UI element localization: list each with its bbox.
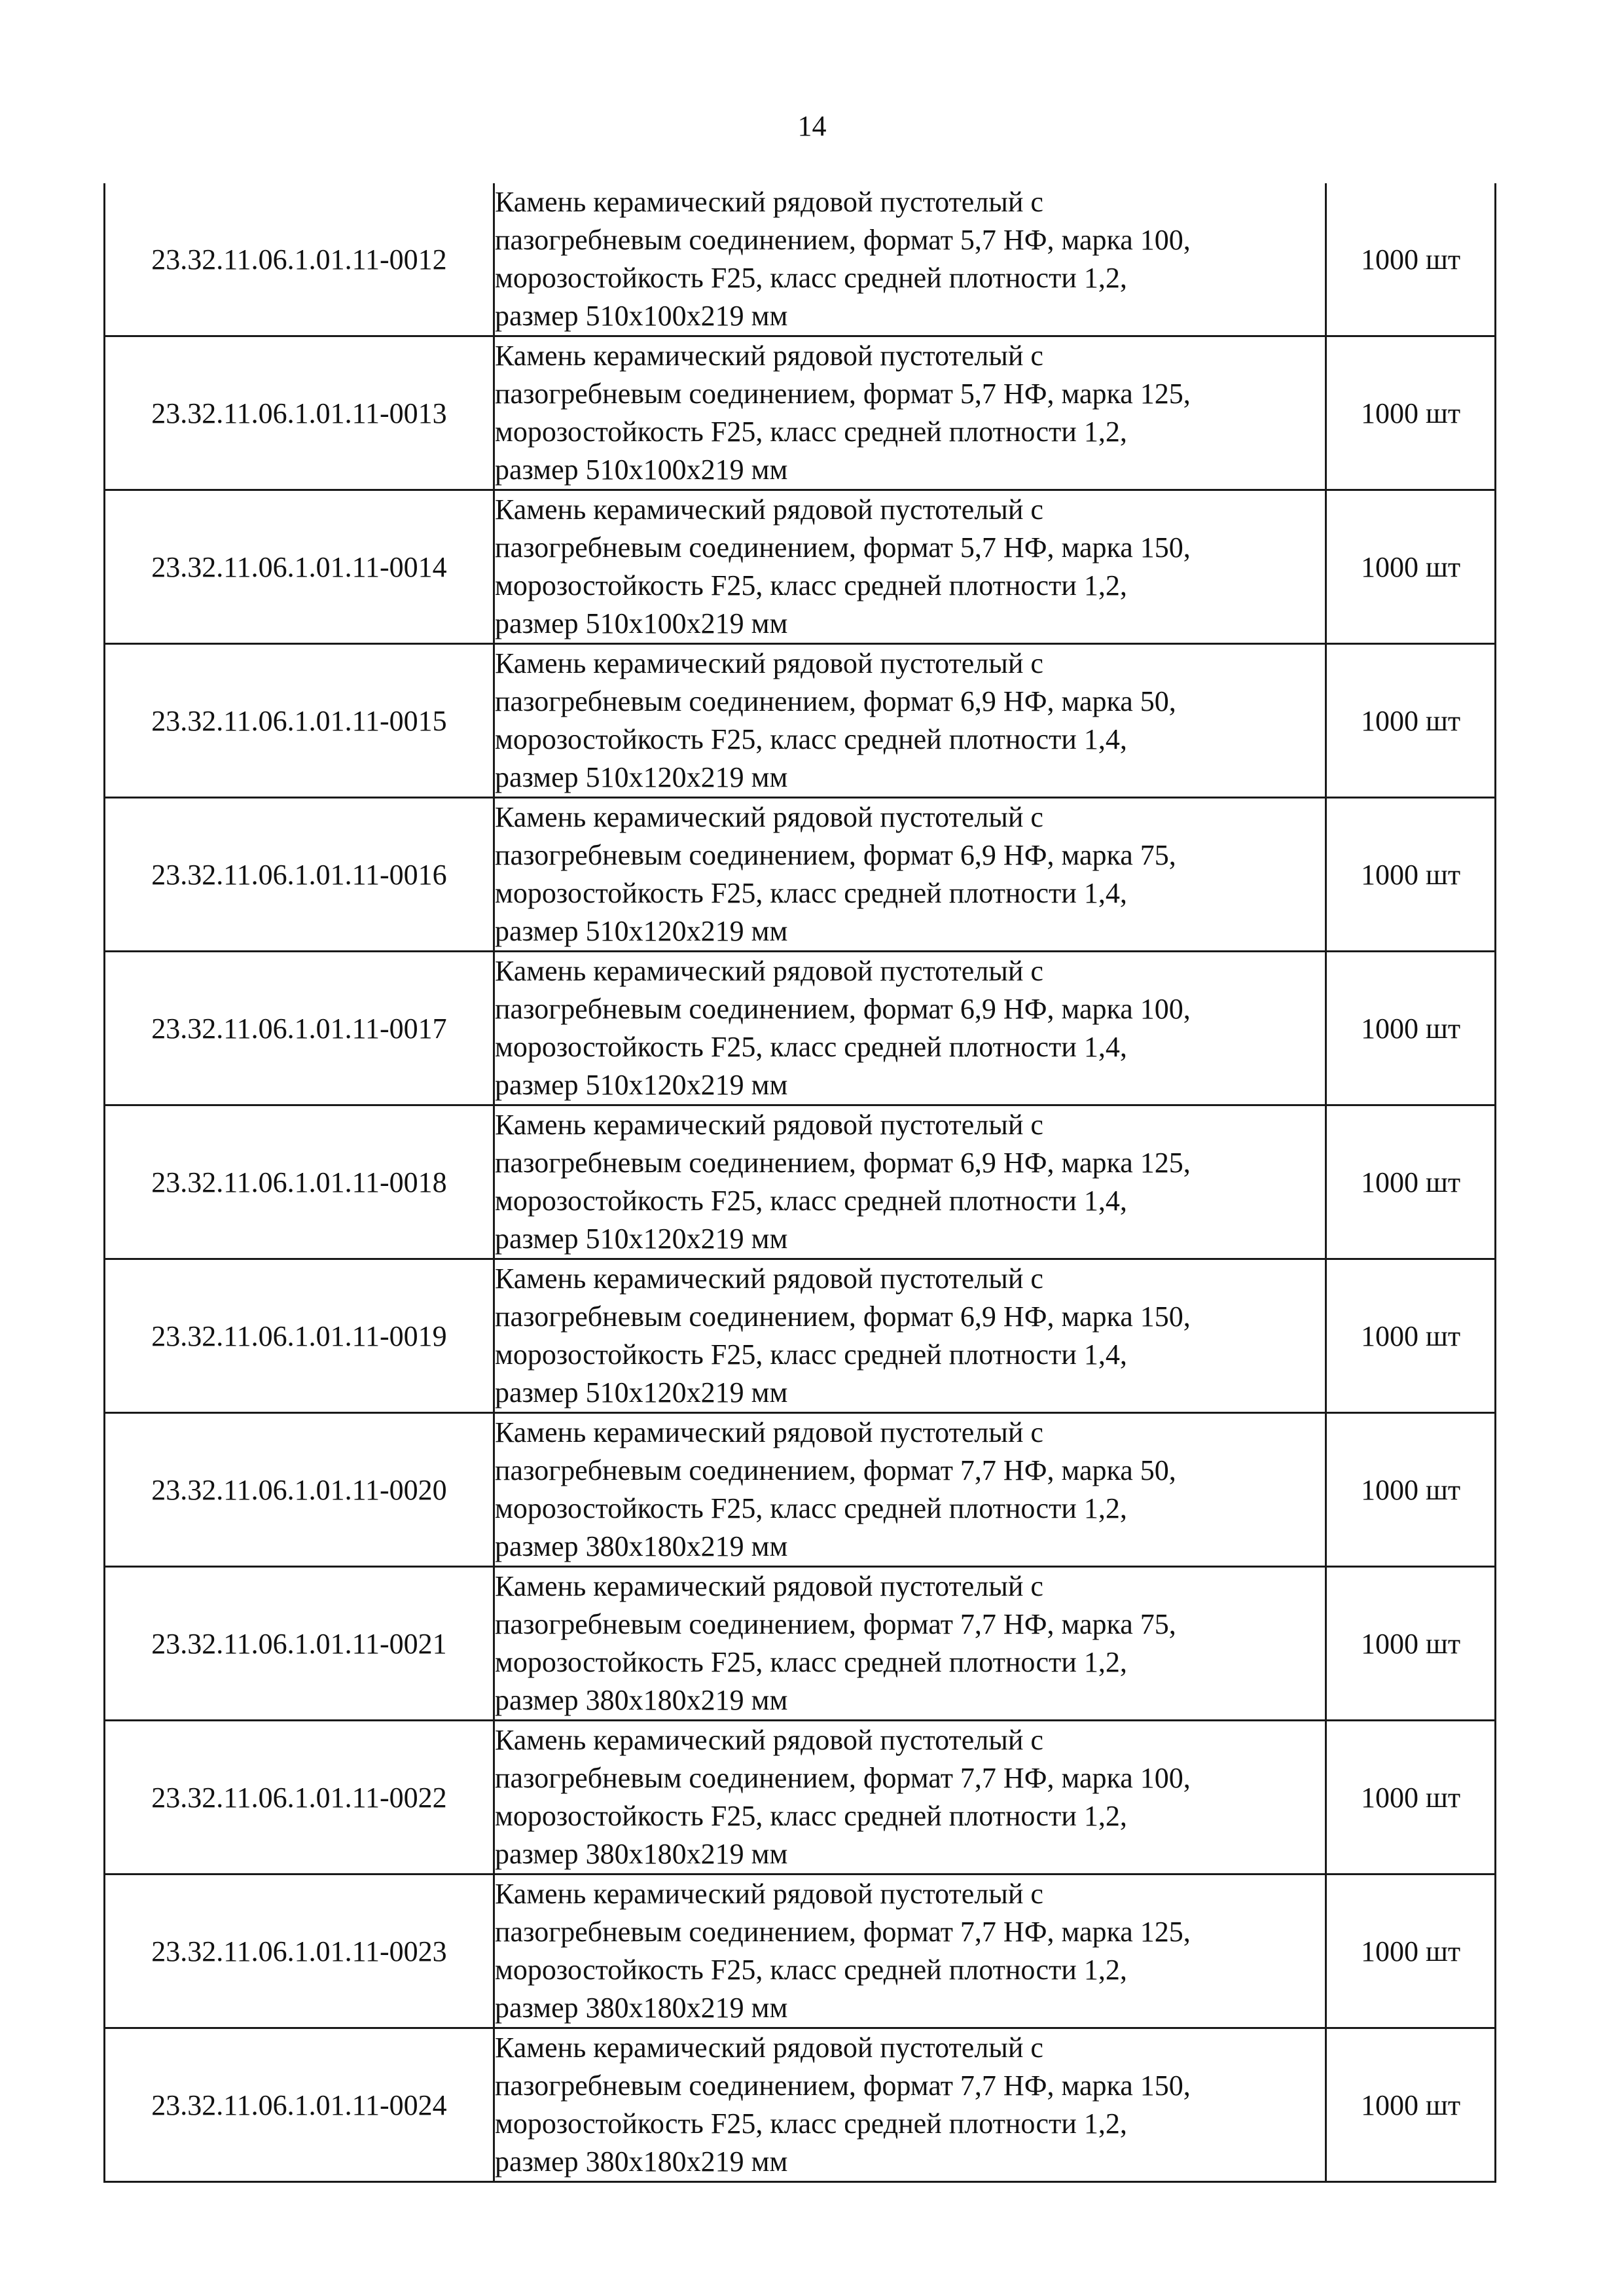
unit-of-measure: 1000 шт bbox=[1326, 1567, 1496, 1721]
resource-code: 23.32.11.06.1.01.11-0020 bbox=[105, 1413, 494, 1567]
table-row bbox=[105, 1874, 1496, 2028]
description-line: пазогребневым соединением, формат 5,7 НФ, марка 125, bbox=[495, 378, 1191, 410]
table-row bbox=[105, 1567, 1496, 1721]
resource-code: 23.32.11.06.1.01.11-0023 bbox=[105, 1874, 494, 2028]
description-line: пазогребневым соединением, формат 6,9 НФ, марка 100, bbox=[495, 993, 1191, 1025]
resource-code: 23.32.11.06.1.01.11-0012 bbox=[105, 183, 494, 336]
resource-code: 23.32.11.06.1.01.11-0013 bbox=[105, 336, 494, 490]
description-line: морозостойкость F25, класс средней плотности 1,2, bbox=[495, 416, 1127, 448]
description-line: Камень керамический рядовой пустотелый с bbox=[495, 801, 1043, 833]
resource-description bbox=[494, 490, 1326, 644]
description-line: пазогребневым соединением, формат 7,7 НФ, марка 100, bbox=[495, 1762, 1191, 1794]
description-line: морозостойкость F25, класс средней плотности 1,2, bbox=[495, 1646, 1127, 1678]
description-line: морозостойкость F25, класс средней плотности 1,2, bbox=[495, 1800, 1127, 1832]
resource-description bbox=[494, 1874, 1326, 2028]
description-line: Камень керамический рядовой пустотелый с bbox=[495, 493, 1043, 526]
description-line: размер 380x180x219 мм bbox=[495, 1684, 788, 1716]
table-row bbox=[105, 1259, 1496, 1413]
resource-description bbox=[494, 336, 1326, 490]
description-line: морозостойкость F25, класс средней плотности 1,4, bbox=[495, 723, 1127, 755]
table-row bbox=[105, 644, 1496, 798]
resource-code: 23.32.11.06.1.01.11-0016 bbox=[105, 798, 494, 952]
resource-description bbox=[494, 1105, 1326, 1259]
description-line: морозостойкость F25, класс средней плотности 1,4, bbox=[495, 877, 1127, 909]
resource-description bbox=[494, 952, 1326, 1105]
table-row bbox=[105, 1105, 1496, 1259]
description-line: размер 510x100x219 мм bbox=[495, 454, 788, 486]
table-row bbox=[105, 336, 1496, 490]
description-line: Камень керамический рядовой пустотелый с bbox=[495, 186, 1043, 218]
description-line: размер 510x120x219 мм bbox=[495, 1376, 788, 1408]
unit-of-measure: 1000 шт bbox=[1326, 798, 1496, 952]
resource-description bbox=[494, 2028, 1326, 2182]
description-line: Камень керамический рядовой пустотелый с bbox=[495, 340, 1043, 372]
description-line: пазогребневым соединением, формат 6,9 НФ, марка 150, bbox=[495, 1300, 1191, 1333]
description-line: размер 380x180x219 мм bbox=[495, 1992, 788, 2024]
resource-description bbox=[494, 1567, 1326, 1721]
resource-description bbox=[494, 183, 1326, 336]
description-line: размер 510x100x219 мм bbox=[495, 300, 788, 332]
unit-of-measure: 1000 шт bbox=[1326, 336, 1496, 490]
table-row bbox=[105, 798, 1496, 952]
resource-description bbox=[494, 1413, 1326, 1567]
unit-of-measure: 1000 шт bbox=[1326, 1259, 1496, 1413]
description-line: пазогребневым соединением, формат 6,9 НФ, марка 50, bbox=[495, 685, 1176, 717]
description-line: Камень керамический рядовой пустотелый с bbox=[495, 2032, 1043, 2064]
description-line: пазогребневым соединением, формат 6,9 НФ, марка 125, bbox=[495, 1147, 1191, 1179]
description-line: Камень керамический рядовой пустотелый с bbox=[495, 955, 1043, 987]
resource-code: 23.32.11.06.1.01.11-0014 bbox=[105, 490, 494, 644]
resource-code-table bbox=[103, 183, 1496, 2183]
description-line: размер 510x100x219 мм bbox=[495, 607, 788, 639]
unit-of-measure: 1000 шт bbox=[1326, 1105, 1496, 1259]
description-line: пазогребневым соединением, формат 7,7 НФ, марка 50, bbox=[495, 1454, 1176, 1486]
resource-description bbox=[494, 644, 1326, 798]
unit-of-measure: 1000 шт bbox=[1326, 2028, 1496, 2182]
table-row bbox=[105, 1413, 1496, 1567]
description-line: Камень керамический рядовой пустотелый с bbox=[495, 1570, 1043, 1602]
unit-of-measure: 1000 шт bbox=[1326, 952, 1496, 1105]
description-line: пазогребневым соединением, формат 7,7 НФ, марка 75, bbox=[495, 1608, 1176, 1640]
description-line: Камень керамический рядовой пустотелый с bbox=[495, 1724, 1043, 1756]
resource-code: 23.32.11.06.1.01.11-0017 bbox=[105, 952, 494, 1105]
resource-code: 23.32.11.06.1.01.11-0015 bbox=[105, 644, 494, 798]
description-line: размер 510x120x219 мм bbox=[495, 1223, 788, 1255]
description-line: пазогребневым соединением, формат 5,7 НФ, марка 150, bbox=[495, 531, 1191, 564]
unit-of-measure: 1000 шт bbox=[1326, 1413, 1496, 1567]
resource-code: 23.32.11.06.1.01.11-0022 bbox=[105, 1721, 494, 1874]
description-line: Камень керамический рядовой пустотелый с bbox=[495, 1109, 1043, 1141]
resource-code: 23.32.11.06.1.01.11-0024 bbox=[105, 2028, 494, 2182]
unit-of-measure: 1000 шт bbox=[1326, 490, 1496, 644]
description-line: пазогребневым соединением, формат 6,9 НФ, марка 75, bbox=[495, 839, 1176, 871]
resource-code: 23.32.11.06.1.01.11-0021 bbox=[105, 1567, 494, 1721]
description-line: размер 510x120x219 мм bbox=[495, 1069, 788, 1101]
description-line: пазогребневым соединением, формат 7,7 НФ, марка 150, bbox=[495, 2070, 1191, 2102]
unit-of-measure: 1000 шт bbox=[1326, 1721, 1496, 1874]
description-line: морозостойкость F25, класс средней плотности 1,4, bbox=[495, 1031, 1127, 1063]
table-row bbox=[105, 1721, 1496, 1874]
description-line: морозостойкость F25, класс средней плотности 1,2, bbox=[495, 1492, 1127, 1524]
table-row bbox=[105, 183, 1496, 336]
resource-code: 23.32.11.06.1.01.11-0019 bbox=[105, 1259, 494, 1413]
description-line: размер 380x180x219 мм bbox=[495, 1838, 788, 1870]
description-line: пазогребневым соединением, формат 7,7 НФ, марка 125, bbox=[495, 1916, 1191, 1948]
description-line: морозостойкость F25, класс средней плотности 1,2, bbox=[495, 262, 1127, 294]
page-number: 14 bbox=[797, 110, 827, 142]
description-line: Камень керамический рядовой пустотелый с bbox=[495, 1878, 1043, 1910]
resource-description bbox=[494, 1721, 1326, 1874]
resource-description bbox=[494, 1259, 1326, 1413]
resource-description bbox=[494, 798, 1326, 952]
description-line: морозостойкость F25, класс средней плотности 1,2, bbox=[495, 569, 1127, 601]
description-line: пазогребневым соединением, формат 5,7 НФ, марка 100, bbox=[495, 224, 1191, 256]
unit-of-measure: 1000 шт bbox=[1326, 183, 1496, 336]
description-line: размер 510x120x219 мм bbox=[495, 915, 788, 947]
description-line: размер 510x120x219 мм bbox=[495, 761, 788, 793]
table-row bbox=[105, 952, 1496, 1105]
description-line: Камень керамический рядовой пустотелый с bbox=[495, 1263, 1043, 1295]
description-line: морозостойкость F25, класс средней плотности 1,2, bbox=[495, 2108, 1127, 2140]
description-line: размер 380x180x219 мм bbox=[495, 1530, 788, 1562]
description-line: Камень керамический рядовой пустотелый с bbox=[495, 1416, 1043, 1448]
description-line: морозостойкость F25, класс средней плотности 1,2, bbox=[495, 1954, 1127, 1986]
description-line: Камень керамический рядовой пустотелый с bbox=[495, 647, 1043, 679]
table-row bbox=[105, 490, 1496, 644]
description-line: размер 380x180x219 мм bbox=[495, 2145, 788, 2178]
description-line: морозостойкость F25, класс средней плотности 1,4, bbox=[495, 1185, 1127, 1217]
unit-of-measure: 1000 шт bbox=[1326, 644, 1496, 798]
table-body bbox=[105, 183, 1496, 2182]
unit-of-measure: 1000 шт bbox=[1326, 1874, 1496, 2028]
description-line: морозостойкость F25, класс средней плотности 1,4, bbox=[495, 1338, 1127, 1371]
table-row bbox=[105, 2028, 1496, 2182]
resource-code: 23.32.11.06.1.01.11-0018 bbox=[105, 1105, 494, 1259]
